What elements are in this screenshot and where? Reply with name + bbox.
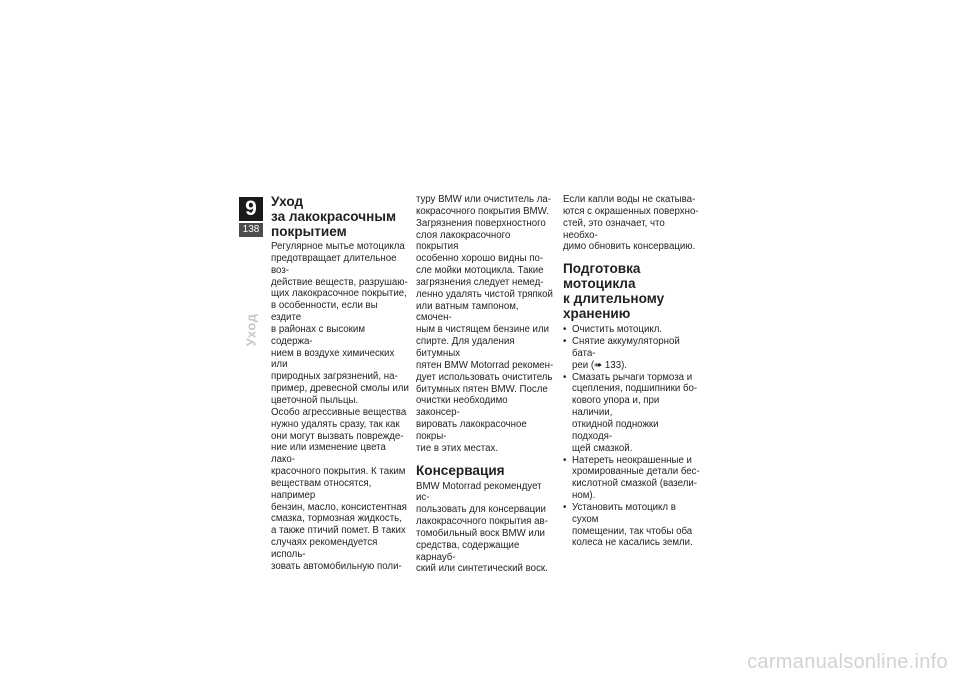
- paint-care-paragraph-2: Особо агрессивные вещества нужно удалять сразу, так как они могут вызвать поврежде- ние или изменение цвета лако- красочного покрытия. К таким веществам относятся, например бензин, масло, консистентная смазка, тормозная жидкость, а также птичий помет. В таких случаях рекомендуется исполь- зовать автомобильную поли-: [271, 406, 407, 572]
- list-item: • Установить мотоцикл в сухом помещении, так чтобы оба колеса не касались земли.: [563, 502, 701, 549]
- list-item: • Снятие аккумуляторной бата- реи (➠ 133).: [563, 336, 701, 372]
- list-item: • Очистить мотоцикл.: [563, 324, 701, 336]
- column-2: [416, 194, 554, 575]
- paint-care-paragraph-3: туру BMW или очиститель ла- кокрасочного покрытия BMW. Загрязнения поверхностного слоя лакокрасочного покрытия особенно хорошо видны по- сле мойки мотоцикла. Такие загрязнения следует немед- ленно удалять чистой тряпкой или ватным тампоном, смочен- ным в чистящем бензине или спирте. Для удаления битумных пятен BMW Motorrad рекомен- дует использовать очиститель битумных пятен BMW. После очистки необходимо законсер- вировать лакокрасочное покры- тие в этих местах.: [416, 194, 554, 454]
- page-number: 138: [239, 223, 263, 237]
- storage-steps-list: [563, 324, 701, 549]
- chapter-number-badge: 9: [239, 197, 263, 221]
- list-item: • Смазать рычаги тормоза и сцепления, подшипники бо- кового упора и, при наличии, откидной подножки подходя- щей смазкой.: [563, 372, 701, 455]
- preservation-paragraph-2: Если капли воды не скатыва- ются с окрашенных поверхно- стей, это означает, что необхо- димо обновить консервацию.: [563, 194, 699, 253]
- paint-care-paragraph-1: Регулярное мытье мотоцикла предотвращает длительное воз- действие веществ, разрушаю- щих лакокрасочное покрытие, в особенности, если вы ездите в районах с высоким содержа- нием в воздухе химических или природных загрязнений, на- пример, древесной смолы или цветочной пыльцы.: [271, 241, 409, 406]
- paint-care-heading: Уход за лакокрасочным покрытием: [271, 194, 396, 239]
- preservation-paragraph: BMW Motorrad рекомендует ис- пользовать для консервации лакокрасочного покрытия ав- томобильный воск BMW или средства, содержащие карнауб- ский или синтетический воск.: [416, 480, 548, 575]
- storage-heading: Подготовка мотоцикла к длительному хранению: [563, 261, 665, 322]
- chapter-side-title: [241, 305, 261, 355]
- chapter-side-title-text: Уход: [243, 313, 259, 347]
- watermark-text: carmanualsonline.info: [747, 651, 948, 673]
- column-3: [563, 194, 701, 549]
- preservation-heading: Консервация: [416, 462, 505, 478]
- column-1: [271, 194, 409, 573]
- list-item: • Натереть неокрашенные и хромированные детали бес- кислотной смазкой (вазели- ном).: [563, 455, 701, 502]
